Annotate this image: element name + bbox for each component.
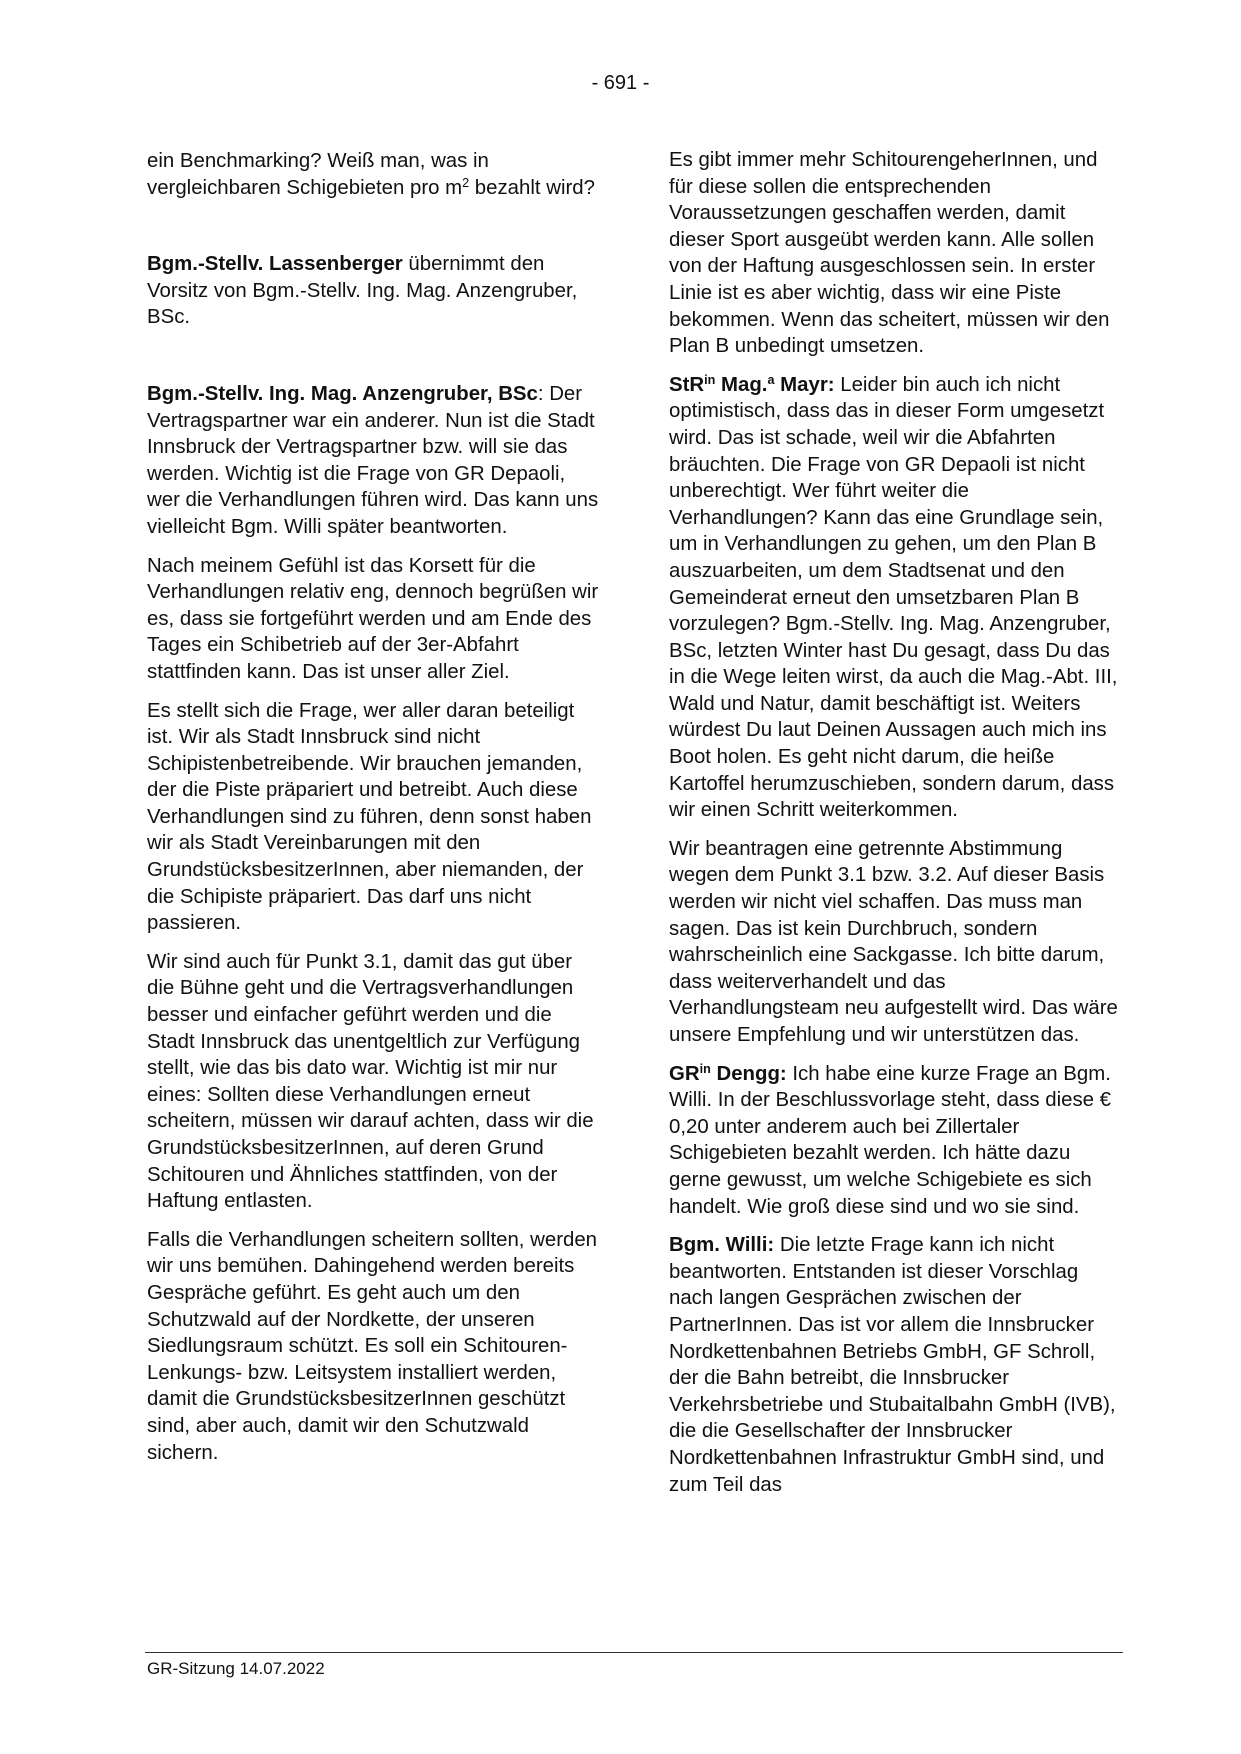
paragraph	[147, 251, 599, 331]
paragraph-text: ein Benchmarking? Weiß man, was in vergleichbaren Schigebieten pro m	[147, 150, 489, 199]
speaker-name	[669, 374, 835, 396]
left-column	[147, 148, 599, 1478]
paragraph-text: : Der Vertragspartner war ein anderer. Nun ist die Stadt Innsbruck der Vertragspartner bzw. will sie das werden. Wichtig ist die Frage von GR Depaoli, wer die Verhandlungen führen wird. Das kann uns vielleicht Bgm. Willi später beantworten.	[147, 382, 599, 538]
paragraph	[669, 1061, 1121, 1221]
footer-text: GR-Sitzung 14.07.2022	[147, 1659, 325, 1678]
paragraph: Wir sind auch für Punkt 3.1, damit das gut über die Bühne geht und die Vertragsverhandlungen besser und einfacher geführt werden und die Stadt Innsbruck das unentgeltlich zur Verfügung stellt, wie das bis dato war. Wichtig ist mir nur eines: Sollten diese Verhandlungen erneut scheitern, müssen wir darauf achten, dass wir die GrundstücksbesitzerInnen, auf deren Grund Schitouren und Ähnliches stattfinden, von der Haftung entlasten.	[147, 950, 594, 1213]
speaker-name: Bgm.-Stellv. Ing. Mag. Anzengruber, BSc	[147, 382, 538, 405]
speaker-name: Bgm. Willi:	[669, 1234, 775, 1257]
paragraph: Nach meinem Gefühl ist das Korsett für die Verhandlungen relativ eng, dennoch begrüßen wir es, dass sie fortgeführt werden und am Ende des Tages ein Schibetrieb auf der 3er-Abfahrt stattfinden kann. Das ist unser aller Ziel.	[147, 554, 599, 683]
right-column	[669, 147, 1121, 1510]
speaker-title: Mag.	[715, 373, 768, 396]
speaker-name: Bgm.-Stellv. Lassenberger	[147, 253, 403, 276]
paragraph-text: bezahlt wird?	[469, 176, 595, 199]
footer-divider	[145, 1652, 1123, 1653]
paragraph	[147, 148, 599, 201]
paragraph: Es gibt immer mehr SchitourengeherInnen, und für diese sollen die entsprechenden Voraussetzungen geschaffen werden, damit dieser Sport ausgeübt werden kann. Alle sollen von der Haftung ausgeschlossen sein. In erster Linie ist es aber wichtig, dass wir eine Piste bekommen. Wenn das scheitert, müssen wir den Plan B unbedingt umsetzen.	[669, 149, 1110, 358]
superscript: 2	[462, 175, 470, 190]
paragraph-text: übernimmt den Vorsitz von Bgm.-Stellv. Ing. Mag. Anzengruber, BSc.	[147, 253, 578, 329]
paragraph: Es stellt sich die Frage, wer aller daran beteiligt ist. Wir als Stadt Innsbruck sind nicht Schipistenbetreibende. Wir brauchen jemanden, der die Piste präpariert und betreibt. Auch diese Verhandlungen sind zu führen, denn sonst haben wir als Stadt Vereinbarungen mit den GrundstücksbesitzerInnen, aber niemanden, der die Schipiste präpariert. Das darf uns nicht passieren.	[147, 699, 592, 935]
paragraph	[669, 1232, 1121, 1498]
paragraph-text: Die letzte Frage kann ich nicht beantworten. Entstanden ist dieser Vorschlag nach langen Gesprächen zwischen der PartnerInnen. Das ist vor allem die Innsbrucker Nordkettenbahnen Betriebs GmbH, GF Schroll, der die Bahn betreibt, die Innsbrucker Verkehrsbetriebe und Stubaitalbahn GmbH (IVB), die die Gesellschafter der Innsbrucker Nordkettenbahnen Infrastruktur GmbH sind, und zum Teil das	[669, 1234, 1116, 1496]
paragraph: Falls die Verhandlungen scheitern sollten, werden wir uns bemühen. Dahingehend werden bereits Gespräche geführt. Es geht auch um den Schutzwald auf der Nordkette, der unseren Siedlungsraum schützt. Es soll ein Schitouren-Lenkungs- bzw. Leitsystem installiert werden, damit die GrundstücksbesitzerInnen geschützt sind, aber auch, damit wir den Schutzwald sichern.	[147, 1228, 598, 1464]
paragraph	[669, 372, 1121, 824]
speaker-name	[669, 1063, 787, 1085]
superscript: in	[699, 1061, 711, 1076]
speaker-title: StR	[669, 373, 705, 396]
superscript: in	[704, 372, 716, 387]
paragraph-text: Ich habe eine kurze Frage an Bgm. Willi. In der Beschlussvorlage steht, dass diese € 0,20 unter anderem auch bei Zillertaler Schigebieten bezahlt werden. Ich hätte dazu gerne gewusst, um welche Schigebiete es sich handelt. Wie groß diese sind und wo sie sind.	[669, 1062, 1112, 1218]
speaker-surname: Mayr:	[774, 373, 835, 396]
paragraph: Wir beantragen eine getrennte Abstimmung wegen dem Punkt 3.1 bzw. 3.2. Auf dieser Basis werden wir nicht viel schaffen. Das muss man sagen. Das ist kein Durchbruch, sondern wahrscheinlich eine Sackgasse. Ich bitte darum, dass weiterverhandelt und das Verhandlungsteam neu aufgestellt wird. Das wäre unsere Empfehlung und wir unterstützen das.	[669, 837, 1118, 1046]
paragraph-text: Leider bin auch ich nicht optimistisch, dass das in dieser Form umgesetzt wird. Das ist schade, weil wir die Abfahrten bräuchten. Die Frage von GR Depaoli ist nicht unberechtigt. Wer führt weiter die Verhandlungen? Kann das eine Grundlage sein, um in Verhandlungen zu gehen, um den Plan B auszuarbeiten, um dem Stadtsenat und den Gemeinderat erneut den umsetzbaren Plan B vorzulegen? Bgm.-Stellv. Ing. Mag. Anzengruber, BSc, letzten Winter hast Du gesagt, dass Du das in die Wege leiten wirst, da auch die Mag.-Abt. III, Wald und Natur, damit beschäftigt ist. Weiters würdest Du laut Deinen Aussagen auch mich ins Boot holen. Es geht nicht darum, die heiße Kartoffel herumzuschieben, sondern darum, dass wir einen Schritt weiterkommen.	[669, 373, 1118, 822]
superscript: a	[767, 372, 775, 387]
page-number: - 691 -	[591, 72, 650, 94]
speaker-surname: Dengg:	[710, 1062, 787, 1085]
speaker-title: GR	[669, 1062, 700, 1085]
paragraph	[147, 381, 599, 541]
